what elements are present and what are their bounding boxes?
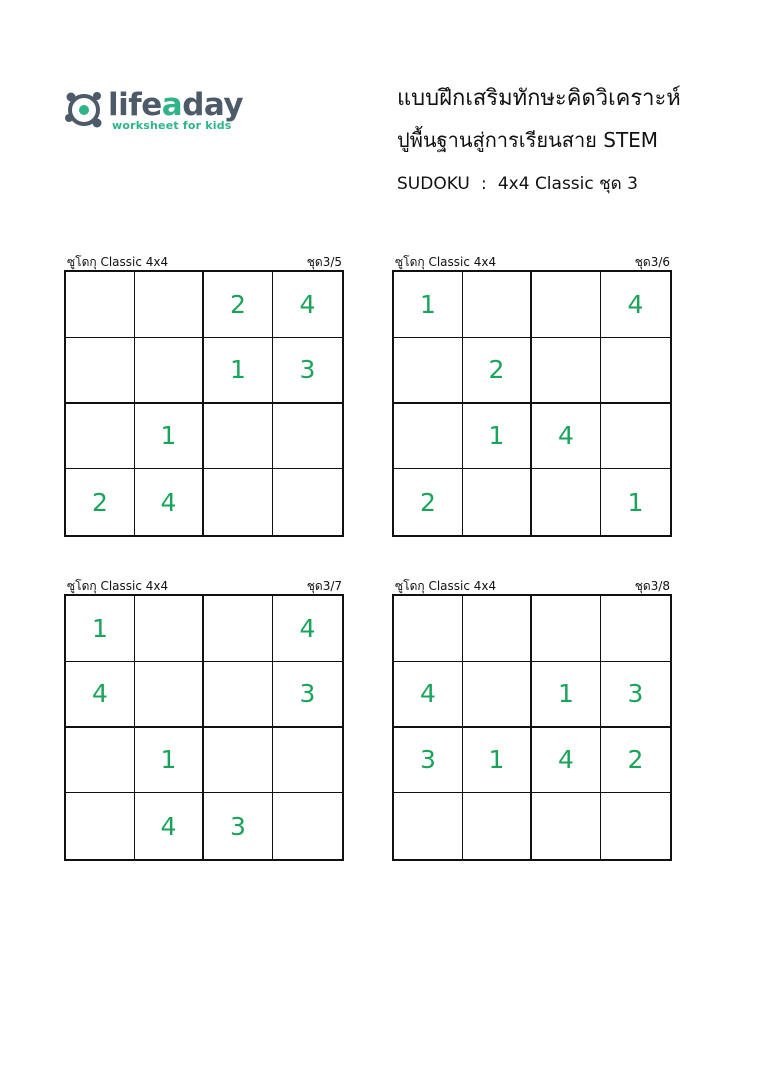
puzzle-set-number: ชุด3/7 (306, 579, 342, 593)
logo-tagline: worksheet for kids (112, 119, 232, 132)
sudoku-cell[interactable] (66, 272, 135, 338)
sudoku-cell[interactable] (204, 662, 273, 728)
sudoku-cell[interactable] (273, 404, 342, 470)
sudoku-cell[interactable] (463, 662, 532, 728)
sudoku-cell[interactable] (135, 272, 204, 338)
sudoku-cell[interactable] (532, 793, 601, 859)
sudoku-cell[interactable] (204, 469, 273, 535)
sudoku-cell[interactable] (204, 596, 273, 662)
sudoku-cell[interactable] (532, 596, 601, 662)
sudoku-cell: 3 (394, 728, 463, 794)
sudoku-cell: 1 (532, 662, 601, 728)
sudoku-cell[interactable] (601, 404, 670, 470)
sudoku-cell: 1 (66, 596, 135, 662)
puzzle-set-number: ชุด3/6 (634, 255, 670, 269)
sudoku-cell: 2 (601, 728, 670, 794)
sudoku-cell: 1 (204, 338, 273, 404)
sudoku-cell: 4 (532, 404, 601, 470)
page-title: แบบฝึกเสริมทักษะคิดวิเคราะห์ (397, 86, 681, 111)
sudoku-puzzle (392, 576, 672, 775)
sudoku-cell[interactable] (66, 728, 135, 794)
sudoku-cell: 4 (532, 728, 601, 794)
sudoku-cell[interactable] (66, 793, 135, 859)
sudoku-cell[interactable] (135, 596, 204, 662)
sudoku-cell: 2 (204, 272, 273, 338)
puzzle-label: ซูโดกุ Classic 4x4 (395, 255, 497, 269)
sudoku-puzzle (64, 252, 344, 517)
sudoku-cell[interactable] (463, 469, 532, 535)
sudoku-cell: 1 (135, 728, 204, 794)
sudoku-cell[interactable] (601, 338, 670, 404)
sudoku-cell[interactable] (394, 793, 463, 859)
logo-wordmark: lifeaday (108, 87, 244, 123)
puzzle-label: ซูโดกุ Classic 4x4 (67, 579, 169, 593)
sudoku-cell[interactable] (135, 662, 204, 728)
sudoku-cell[interactable] (601, 793, 670, 859)
worksheet-set-title: SUDOKU : 4x4 Classic ชุด 3 (397, 174, 638, 194)
sudoku-cell: 2 (66, 469, 135, 535)
sudoku-cell: 1 (394, 272, 463, 338)
puzzle-set-number: ชุด3/8 (634, 579, 670, 593)
sudoku-cell: 3 (273, 662, 342, 728)
sudoku-cell[interactable] (66, 404, 135, 470)
sudoku-cell: 1 (135, 404, 204, 470)
sudoku-cell[interactable] (394, 338, 463, 404)
sudoku-cell[interactable] (601, 596, 670, 662)
sudoku-cell[interactable] (135, 338, 204, 404)
sudoku-cell: 4 (66, 662, 135, 728)
sudoku-cell[interactable] (273, 469, 342, 535)
sudoku-grid (392, 594, 672, 861)
sudoku-cell: 4 (394, 662, 463, 728)
sudoku-cell[interactable] (273, 793, 342, 859)
molecule-icon (62, 88, 106, 132)
sudoku-cell: 2 (463, 338, 532, 404)
puzzle-label: ซูโดกุ Classic 4x4 (67, 255, 169, 269)
logo (62, 85, 244, 135)
sudoku-cell: 3 (273, 338, 342, 404)
sudoku-grid (392, 270, 672, 537)
sudoku-cell: 4 (135, 469, 204, 535)
sudoku-cell[interactable] (66, 338, 135, 404)
sudoku-puzzle (64, 576, 344, 841)
sudoku-cell: 4 (601, 272, 670, 338)
sudoku-grid (64, 270, 344, 537)
sudoku-cell: 4 (273, 596, 342, 662)
sudoku-cell: 1 (463, 404, 532, 470)
sudoku-cell[interactable] (394, 404, 463, 470)
sudoku-puzzle (392, 252, 672, 517)
sudoku-cell[interactable] (463, 272, 532, 338)
puzzle-label: ซูโดกุ Classic 4x4 (395, 579, 497, 593)
sudoku-cell: 3 (204, 793, 273, 859)
sudoku-grid (64, 594, 344, 861)
sudoku-cell[interactable] (204, 728, 273, 794)
sudoku-cell: 2 (394, 469, 463, 535)
sudoku-cell[interactable] (532, 469, 601, 535)
sudoku-cell[interactable] (394, 596, 463, 662)
sudoku-cell[interactable] (463, 596, 532, 662)
sudoku-cell: 1 (463, 728, 532, 794)
page-subtitle: ปูพื้นฐานสู่การเรียนสาย STEM (397, 128, 659, 152)
sudoku-cell[interactable] (273, 728, 342, 794)
sudoku-cell[interactable] (463, 793, 532, 859)
sudoku-cell: 4 (273, 272, 342, 338)
sudoku-cell[interactable] (532, 338, 601, 404)
sudoku-cell[interactable] (204, 404, 273, 470)
puzzle-set-number: ชุด3/5 (306, 255, 342, 269)
sudoku-cell[interactable] (532, 272, 601, 338)
sudoku-cell: 3 (601, 662, 670, 728)
sudoku-cell: 1 (627, 487, 644, 517)
sudoku-cell: 4 (135, 793, 204, 859)
